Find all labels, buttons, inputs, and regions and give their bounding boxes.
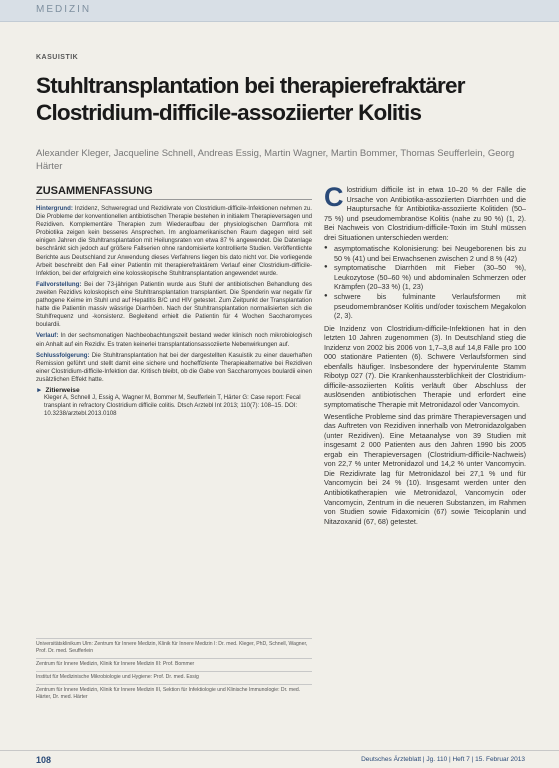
page-footer — [0, 750, 559, 768]
affiliation-item: Zentrum für Innere Medizin, Klinik für Innere Medizin III: Prof. Bommer — [36, 658, 312, 668]
article-type: KASUISTIK — [36, 54, 79, 61]
affiliation-item: Universitätsklinikum Ulm: Zentrum für Innere Medizin, Klinik für Innere Medizin I: Dr. med. Kleger, PhD, Schnell, Wagner, Prof. Dr. med. Seufferlein — [36, 638, 312, 655]
citation-text: Kleger A, Schnell J, Essig A, Wagner M, Bommer M, Seufferlein T, Härter G: Case report: Fecal transplant in refractory Clostridium difficile colitis. Dtsch Arztebl Int 2013; 110(7): 108–15. DOI: 10.3238/arztebl.2013.0108 — [44, 393, 301, 418]
page-number: 108 — [36, 755, 52, 765]
incidence-paragraph: Die Inzidenz von Clostridium-difficile-Infektionen hat in den letzten 10 Jahren zugenommen (3). In Deutschland stieg die Inzidenz von 2002 bis 2006 von 1,7–3,8 auf 14,8 Fälle pro 100 000 stationäre Patienten (6). Schwere Verlaufsformen sind ebenfalls häufiger. Insbesondere der hypervirulente Stamm Ribotyp 027 (7). Die Krankenhaussterblichkeit der Clostridium-difficile-assoziierten Kolitis verläuft über Abschluss der auslösenden antibiotischen Therapie und erfordert eine symptomatische Therapie mit Metronidazol oder Vancomycin. — [324, 323, 526, 410]
situation-list — [324, 244, 526, 320]
abstract-conclusion-label: Schlussfolgerung: — [36, 351, 90, 359]
abstract-course-text: In der sechsmonatigen Nachbeobachtungszeit bestand weder klinisch noch mikrobiologisch ein Anhalt auf ein Rezidiv. Es traten keinerlei transplantationsassoziierte Nebenwirkungen auf. — [36, 332, 312, 348]
abstract-conclusion-text: Die Stuhltransplantation hat bei der dargestellten Kasuistik zu einer dauerhaften Remission geführt und stellt damit eine sichere und hocheffiziente Therapiealternative bei Rezidiven einer Clostridium-difficile-Infektion dar. Kritisch bleibt, ob die Gabe von Saccharomyces boulardii einen zusätzlichen Effekt hatte. — [36, 351, 312, 383]
journal-citation: Deutsches Ärzteblatt | Jg. 110 | Heft 7 | 15. Februar 2013 — [361, 756, 525, 763]
abstract-conclusion — [36, 352, 312, 384]
article-title: Stuhltransplantation bei therapierefraktärer Clostridium-difficile-assoziierter Kolitis — [36, 73, 465, 125]
section-label: MEDIZIN — [36, 4, 92, 15]
author-list: Alexander Kleger, Jacqueline Schnell, Andreas Essig, Martin Wagner, Martin Bommer, Thomas Seufferlein, Georg Härter — [36, 148, 515, 172]
list-item: ● asymptomatische Kolonisierung: bei Neugeborenen bis zu 50 % (41) und bei Erwachsenen zwischen 2 und 8 % (42) — [324, 244, 526, 263]
abstract-background — [36, 205, 312, 278]
affiliations — [36, 638, 312, 704]
abstract-background-text: Inzidenz, Schweregrad und Rezidivrate von Clostridium-difficile-Infektionen nehmen zu. Die Probleme der konventionellen antibiotischen Therapie bestehen in initialem Therapieversagen und Rezidiven. Komplementäre Therapien zum Wiederaufbau der physiologischen Darmflora mit Probiotika zeigen kein besseres Ansprechen. Im angloamerikanischen Raum dagegen wird seit einigen Jahren die Stuhltransplantation mit Heilungsraten von etwa 87 % angewendet. Die Datenlage beschränkt sich jedoch auf größere Fallserien ohne randomisierte kontrollierte Studien. Veröffentlichte Berichte aus Deutschland zur Anwendung dieses Verfahrens liegen bis dato nicht vor. Die vorliegende Arbeit beschreibt den Fall einer Patientin mit therapierefraktärem Verlauf einer Clostridium-difficile-Infektion, bei der erfolgreich eine kolosskopische Stuhltransplantation angewendet wurde. — [36, 205, 312, 277]
therapy-paragraph: Wesentliche Probleme sind das primäre Therapieversagen und das Auftreten von Rezidiven innerhalb von Metronidazolgaben (unter Rezidiven). Eine Metaanalyse von 39 Studien mit insgesamt 2 000 Patienten aus den Jahren 1990 bis 2005 ergab ein Therapieversagen (Clostridium-difficile-Nachweis) von 22,7 % unter Metronidazol und 14,2 % unter Vancomycin. Die Rezidivrate lag für Metronidazol bei 27,1 % und für Vancomycin bei 24 % (10). Insgesamt werden unter den Antibiotikatherapien wie Metronidazol, Vancomycin oder Vancomycin, Zentrum in die neueren Substanzen, im Rahmen von Studien sowie Fidaxomicin (67) sowie Teicoplanin und Nitazoxanid (67, 68) getestet. — [324, 411, 526, 526]
list-item: ● symptomatische Diarrhöen mit Fieber (30–50 %), Leukozytose (50–60 %) und abdominalen Schmerzen oder Krämpfen (20–33 %) (1, 23) — [324, 263, 526, 292]
affiliation-item: Zentrum für Innere Medizin, Klinik für Innere Medizin III, Sektion für Infektiologie und Klinische Immunologie: Dr. med. Härter, Dr. med. Härter — [36, 684, 312, 701]
intro-paragraph — [324, 185, 526, 242]
abstract-background-label: Hintergrund: — [36, 205, 73, 212]
section-header-bar — [0, 0, 559, 22]
triangle-icon: ► — [36, 386, 43, 394]
body-column — [324, 185, 526, 750]
abstract-course-label: Verlauf: — [36, 332, 59, 340]
abstract-case — [36, 281, 312, 330]
drop-cap: C — [324, 185, 344, 212]
abstract-course — [36, 332, 312, 348]
intro-text: lostridium difficile ist in etwa 10–20 % der Fälle die Ursache von Antibiotika-assoziierten Diarrhöen und die Hauptursache für Antibiotika-assoziierte Kolitiden (50–75 %) und pseudomembranöse Kolitis (nahe zu 90 %) (1, 2). Bei Nachweis von Clostridium-difficile-Toxin im Stuhl müssen drei Situationen unterschieden werden: — [324, 185, 526, 242]
citation-heading — [36, 387, 312, 394]
abstract-case-label: Fallvorstellung: — [36, 280, 82, 288]
citation-heading-label: Zitierweise — [45, 386, 80, 394]
abstract-heading: ZUSAMMENFASSUNG — [36, 185, 312, 200]
abstract-box — [36, 185, 312, 575]
abstract-case-text: Bei der 73-jährigen Patientin wurde aus Stuhl der antibiotischen Behandlung des zweiten Rezidivs koloskopisch eine Stuhltransplantation transplantiert. Die Spenderin war negativ für pathogene Keime im Stuhl und auf Hepatitis B/C und HIV getestet. Zum Zeitpunkt der Transplantation hatte die Patientin massiv wässrige Diarrhöen. Nach der Stuhltransplantation normalisierten sich die Stuhlfrequenz und -konsistenz. Begleitend erhielt die Patientin für 4 Wochen Saccharomyces boulardii. — [36, 280, 312, 329]
list-item: ● schwere bis fulminante Verlaufsformen mit pseudomembranöser Kolitis und/oder toxischem Megakolon (2, 3). — [324, 292, 526, 321]
affiliation-item: Institut für Medizinische Mikrobiologie und Hygiene: Prof. Dr. med. Essig — [36, 671, 312, 681]
